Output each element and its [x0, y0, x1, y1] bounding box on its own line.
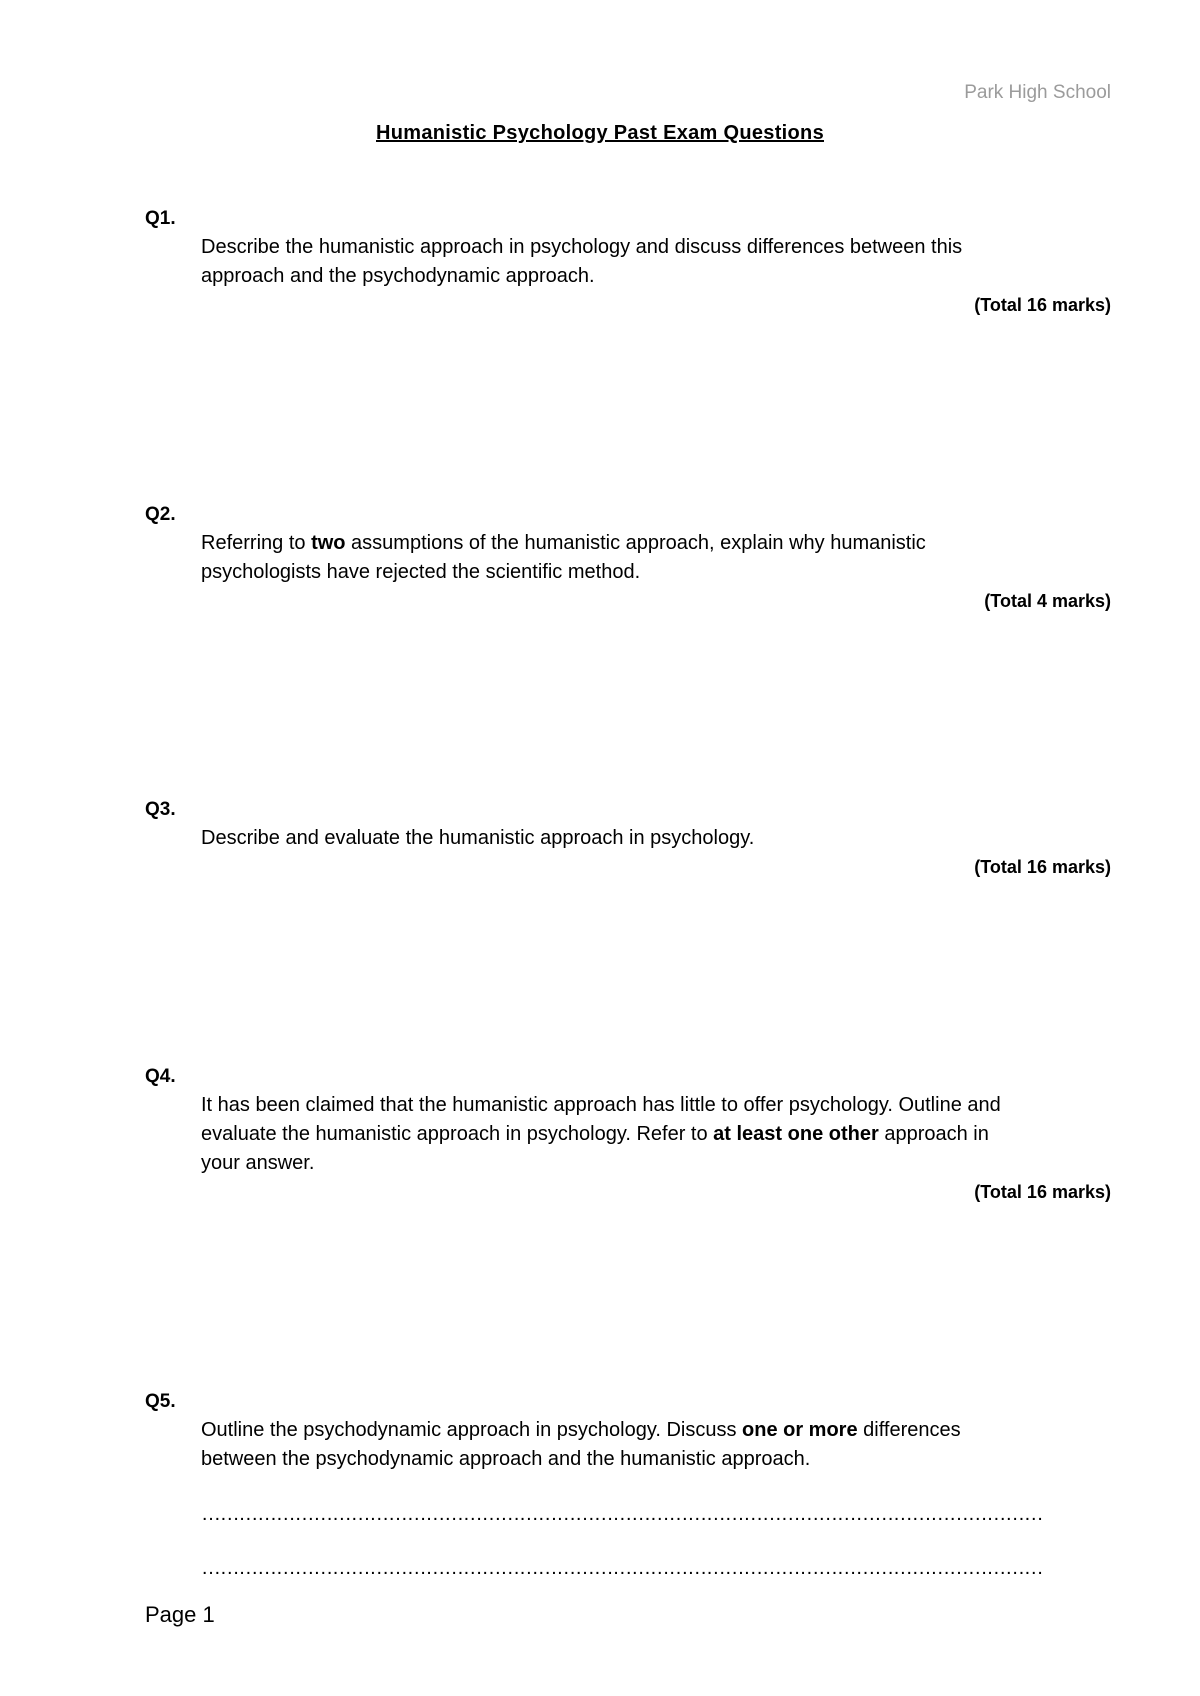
- question-1: [145, 204, 1111, 319]
- marks-total: (Total 16 marks): [974, 857, 1111, 877]
- question-label: Q4.: [145, 1066, 176, 1087]
- answer-line[interactable]: ………………………………………………………………………………………………………………………: [201, 1557, 1043, 1579]
- question-text-segment: assumptions of the humanistic approach, explain why humanistic psychologists have rejected the scientific method.: [201, 532, 926, 583]
- page-number: Page 1: [145, 1602, 215, 1627]
- emphasis-text: one or more: [742, 1419, 858, 1441]
- question-label: Q2.: [145, 504, 176, 525]
- question-text-segment: Describe the humanistic approach in psychology and discuss differences between this approach and the psychodynamic approach.: [201, 236, 963, 287]
- question-text: [201, 1091, 1011, 1178]
- question-label: Q1.: [145, 208, 176, 229]
- question-4: [145, 1062, 1111, 1206]
- document-title: Humanistic Psychology Past Exam Questions: [376, 122, 824, 144]
- question-text-segment: It has been claimed that the humanistic approach has little to offer psychology. Outline and evaluate the humanistic approach in psychology. Refer to: [201, 1094, 1001, 1145]
- emphasis-text: at least one other: [713, 1123, 879, 1145]
- question-text-segment: approach in your answer.: [201, 1123, 989, 1174]
- marks-total: (Total 4 marks): [984, 591, 1111, 611]
- question-text-segment: Referring to: [201, 532, 312, 554]
- question-text-segment: differences between the psychodynamic approach and the humanistic approach.: [201, 1419, 961, 1470]
- question-text-segment: Outline the psychodynamic approach in psychology. Discuss: [201, 1419, 743, 1441]
- question-5: [145, 1387, 1111, 1474]
- question-text-segment: Describe and evaluate the humanistic approach in psychology.: [201, 827, 755, 849]
- marks-total: (Total 16 marks): [974, 1182, 1111, 1202]
- answer-line[interactable]: ………………………………………………………………………………………………………………………: [201, 1503, 1043, 1525]
- question-label: Q5.: [145, 1391, 176, 1412]
- question-text: [201, 529, 1011, 587]
- emphasis-text: two: [311, 532, 346, 554]
- question-text: [201, 233, 1011, 291]
- school-name-header: Park High School: [964, 82, 1111, 103]
- question-3: [145, 795, 1111, 881]
- question-2: [145, 500, 1111, 615]
- marks-total: (Total 16 marks): [974, 295, 1111, 315]
- question-label: Q3.: [145, 799, 176, 820]
- question-text: [201, 1416, 1011, 1474]
- question-text: [201, 824, 1011, 853]
